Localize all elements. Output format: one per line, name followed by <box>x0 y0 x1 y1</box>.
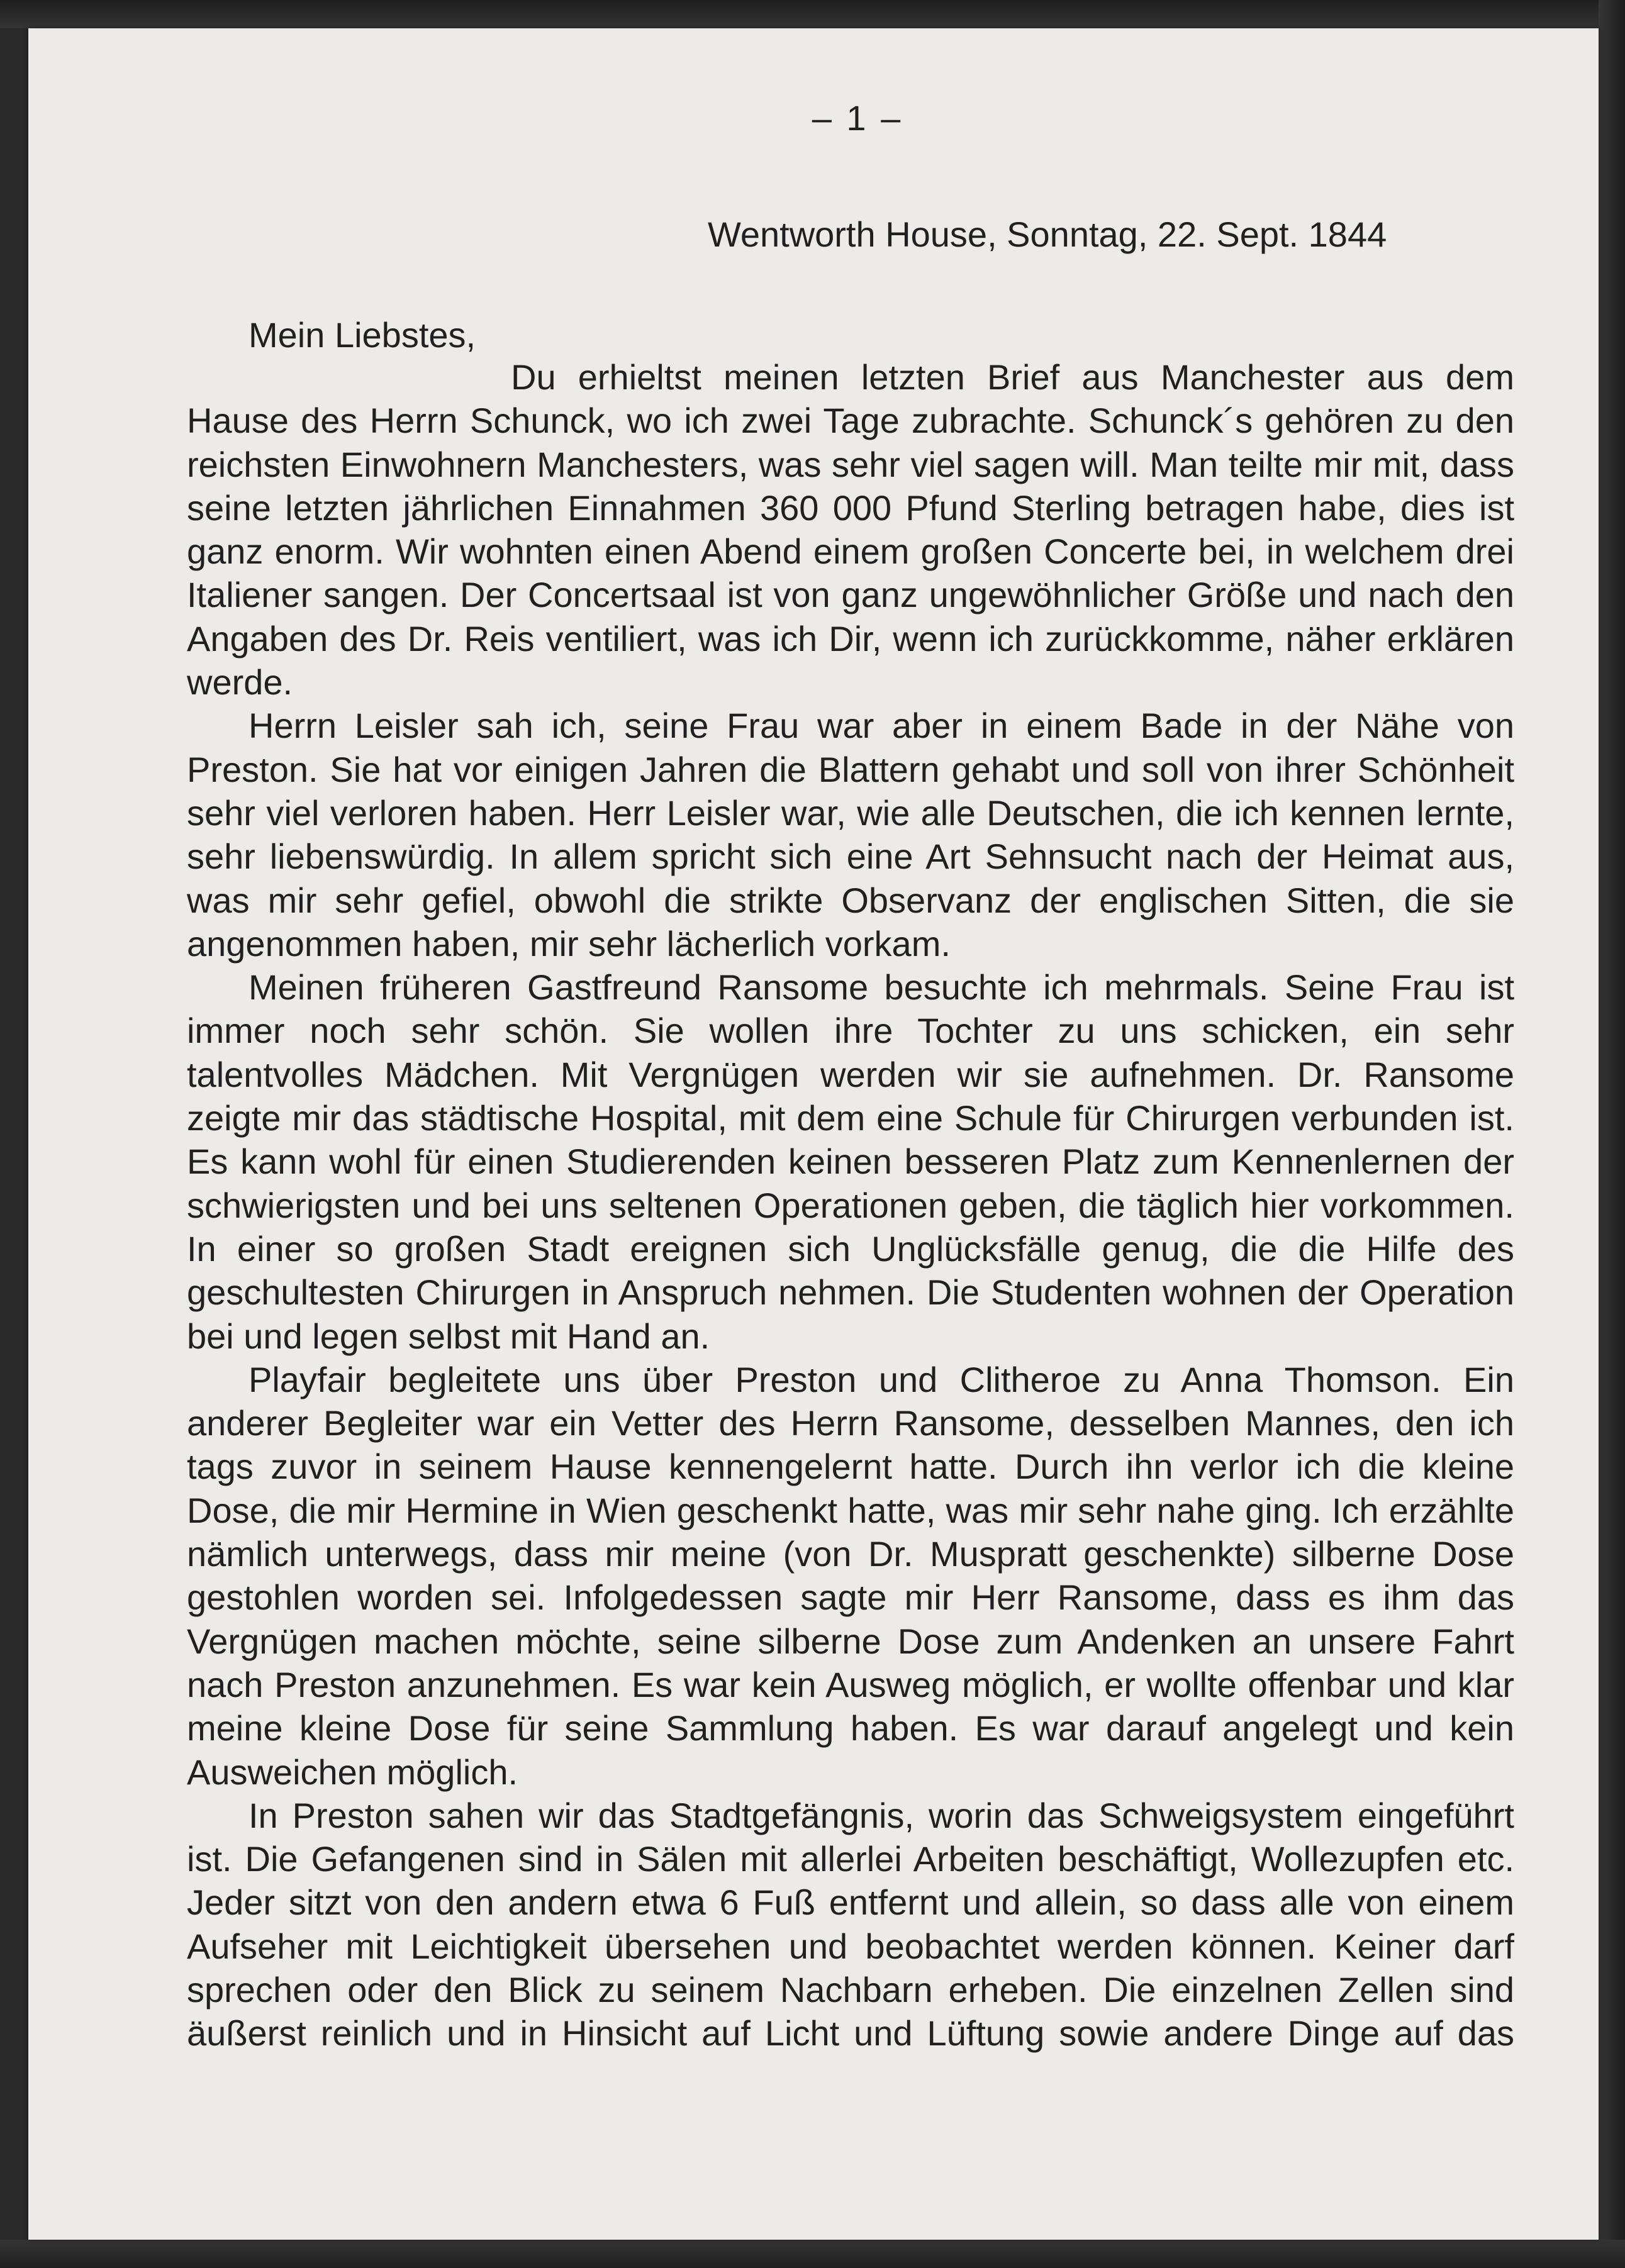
page-number: – 1 – <box>812 98 903 138</box>
scan-border-top <box>0 0 1625 28</box>
paragraph-3: Meinen früheren Gastfreund Ransome besuchte ich mehrmals. Seine Frau ist immer noch sehr schön. Sie wollen ihre Tochter zu uns schicken, ein sehr talentvolles Mädchen. Mit Vergnügen werden wir sie aufnehmen. Dr. Ransome zeigte mir das städtische Hospital, mit dem eine Schule für Chirurgen verbunden ist. Es kann wohl für einen Studierenden keinen besseren Platz zum Kennenlernen der schwierigsten und bei uns seltenen Operationen geben, die täglich hier vorkommen. In einer so großen Stadt ereignen sich Unglücksfälle genug, die die Hilfe des geschultesten Chirurgen in Anspruch nehmen. Die Studenten wohnen der Operation bei und legen selbst mit Hand an. <box>187 967 1514 1356</box>
paragraph-4: Playfair begleitete uns über Preston und Clitheroe zu Anna Thomson. Ein anderer Begleiter war ein Vetter des Herrn Ransome, desselben Mannes, den ich tags zuvor in seinem Hause kennengelernt hatte. Durch ihn verlor ich die kleine Dose, die mir Hermine in Wien geschenkt hatte, was mir sehr nahe ging. Ich erzählte nämlich unterwegs, dass mir meine (von Dr. Muspratt geschenkte) silberne Dose gestohlen worden sei. Infolgedessen sagte mir Herr Ransome, dass es ihm das Vergnügen machen möchte, seine silberne Dose zum Andenken an unsere Fahrt nach Preston anzunehmen. Es war kein Ausweg möglich, er wollte offenbar und klar meine kleine Dose für seine Sammlung haben. Es war darauf angelegt und kein Ausweichen möglich. <box>187 1359 1514 1792</box>
letter-body <box>187 355 1514 2055</box>
dateline: Wentworth House, Sonntag, 22. Sept. 1844 <box>708 214 1387 254</box>
letter-page <box>28 28 1599 2240</box>
salutation: Mein Liebstes, <box>248 315 476 355</box>
scan-border-bottom <box>0 2240 1625 2268</box>
scan-border-right <box>1599 0 1625 2268</box>
paragraph-1: Du erhieltst meinen letzten Brief aus Manchester aus dem Hause des Herrn Schunck, wo ich zwei Tage zubrachte. Schunck´s gehören zu den reichsten Einwohnern Manchesters, was sehr viel sagen will. Man teilte mir mit, dass seine letzten jährlichen Einnahmen 360 000 Pfund Sterling betragen habe, dies ist ganz enorm. Wir wohnten einen Abend einem großen Concerte bei, in welchem drei Italiener sangen. Der Concertsaal ist von ganz ungewöhnlicher Größe und nach den Angaben des Dr. Reis ventiliert, was ich Dir, wenn ich zurückkomme, näher erklären werde. <box>187 357 1514 703</box>
paragraph-2: Herrn Leisler sah ich, seine Frau war aber in einem Bade in der Nähe von Preston. Sie hat vor einigen Jahren die Blattern gehabt und soll von ihrer Schönheit sehr viel verloren haben. Herr Leisler war, wie alle Deutschen, die ich kennen lernte, sehr liebenswürdig. In allem spricht sich eine Art Sehnsucht nach der Heimat aus, was mir sehr gefiel, obwohl die strikte Observanz der englischen Sitten, die sie angenommen haben, mir sehr lächerlich vorkam. <box>187 706 1514 964</box>
paragraph-5: In Preston sahen wir das Stadtgefängnis, worin das Schweigsystem eingeführt ist. Die Gefangenen sind in Sälen mit allerlei Arbeiten beschäftigt, Wollezupfen etc. Jeder sitzt von den andern etwa 6 Fuß entfernt und allein, so dass alle von einem Aufseher mit Leichtigkeit übersehen und beobachtet werden können. Keiner darf sprechen oder den Blick zu seinem Nachbarn erheben. Die einzelnen Zellen sind äußerst reinlich und in Hinsicht auf Licht und Lüftung sowie andere Dinge auf das <box>187 1795 1514 2054</box>
